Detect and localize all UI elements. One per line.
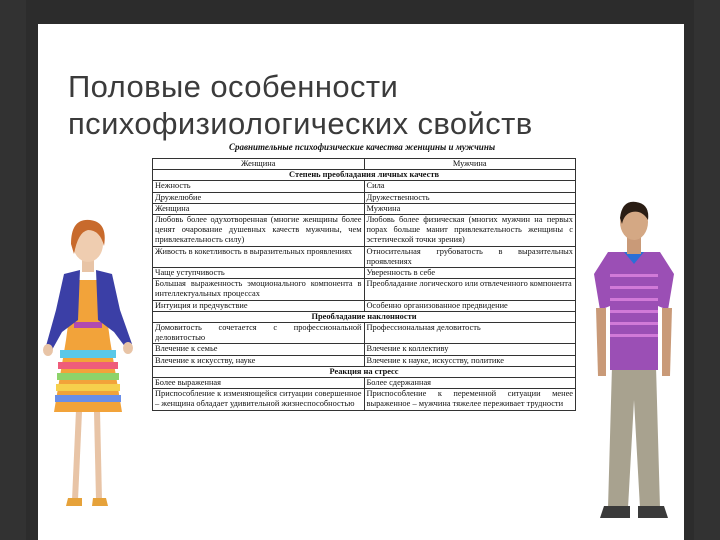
man-cell: Влечение к коллективу — [364, 344, 576, 355]
woman-photo-figure — [38, 200, 138, 520]
section-title: Преобладание наклонности — [153, 311, 576, 322]
section-row — [153, 170, 576, 181]
man-cell: Относительная грубоватость в выразительных проявлениях — [364, 246, 576, 267]
table-row — [153, 279, 576, 300]
header-man: Мужчина — [364, 159, 576, 170]
woman-cell: Домовитость сочетается с профессиональной деловитостью — [153, 323, 365, 344]
woman-cell: Приспособление к изменяющейся ситуации совершенное – женщина обладает удивительной жизнеспособностью — [153, 389, 365, 410]
man-cell: Особенно организованное предвидение — [364, 300, 576, 311]
table-row — [153, 203, 576, 214]
slide — [38, 24, 684, 540]
table-row — [153, 378, 576, 389]
woman-cell: Живость в кокетливость в выразительных проявлениях — [153, 246, 365, 267]
table-row — [153, 192, 576, 203]
woman-cell: Большая выраженность эмоционального компонента в интеллектуальных процессах — [153, 279, 365, 300]
woman-cell: Интуиция и предчувствие — [153, 300, 365, 311]
woman-head — [71, 220, 105, 272]
section-title: Реакция на стресс — [153, 366, 576, 377]
table-row — [153, 389, 576, 410]
man-cell: Сила — [364, 181, 576, 192]
slide-title-line-2: психофизиологических свойств — [68, 106, 533, 141]
man-cell: Более сдержанная — [364, 378, 576, 389]
man-cell: Профессиональная деловитость — [364, 323, 576, 344]
section-row — [153, 366, 576, 377]
man-cell: Уверенность в себе — [364, 268, 576, 279]
man-cell: Любовь более физическая (многих мужчин на первых порах больше манит привлекательность женщины с эстетической точки зрения) — [364, 215, 576, 247]
table-row — [153, 344, 576, 355]
left-dark-strip — [0, 0, 26, 540]
woman-cell: Любовь более одухотворенная (многие женщины более ценят очарование душевных качеств мужчины, чем привлекательность силу) — [153, 215, 365, 247]
table-row — [153, 300, 576, 311]
table-header-row — [153, 159, 576, 170]
woman-cell: Влечение к искусству, науке — [153, 355, 365, 366]
man-cell: Приспособление к переменной ситуации менее выраженное – мужчина тяжелее переживает трудности — [364, 389, 576, 410]
header-woman: Женщина — [153, 159, 365, 170]
man-head — [620, 202, 648, 254]
right-dark-strip — [694, 0, 720, 540]
woman-cell: Женщина — [153, 203, 365, 214]
table-row — [153, 246, 576, 267]
table-row — [153, 323, 576, 344]
table-row — [153, 268, 576, 279]
man-cell: Влечение к науке, искусству, политике — [364, 355, 576, 366]
man-cell: Мужчина — [364, 203, 576, 214]
man-cell: Преобладание логического или отвлеченного компонента — [364, 279, 576, 300]
woman-cell: Чаще уступчивость — [153, 268, 365, 279]
section-row — [153, 311, 576, 322]
table-row — [153, 215, 576, 247]
man-cell: Дружественность — [364, 192, 576, 203]
woman-cell: Нежность — [153, 181, 365, 192]
slide-title-line-1: Половые особенности — [68, 69, 399, 104]
man-legs — [600, 366, 668, 518]
table-caption: Сравнительные психофизические качества женщины и мужчины — [228, 142, 496, 152]
table-row — [153, 181, 576, 192]
woman-cell: Влечение к семье — [153, 344, 365, 355]
woman-legs — [66, 410, 108, 506]
man-photo-figure — [584, 190, 684, 526]
woman-cell: Более выраженная — [153, 378, 365, 389]
section-title: Степень преобладания личных качеств — [153, 170, 576, 181]
slide-title — [68, 68, 628, 142]
table-row — [153, 355, 576, 366]
comparison-table — [152, 158, 576, 411]
woman-cell: Дружелюбие — [153, 192, 365, 203]
